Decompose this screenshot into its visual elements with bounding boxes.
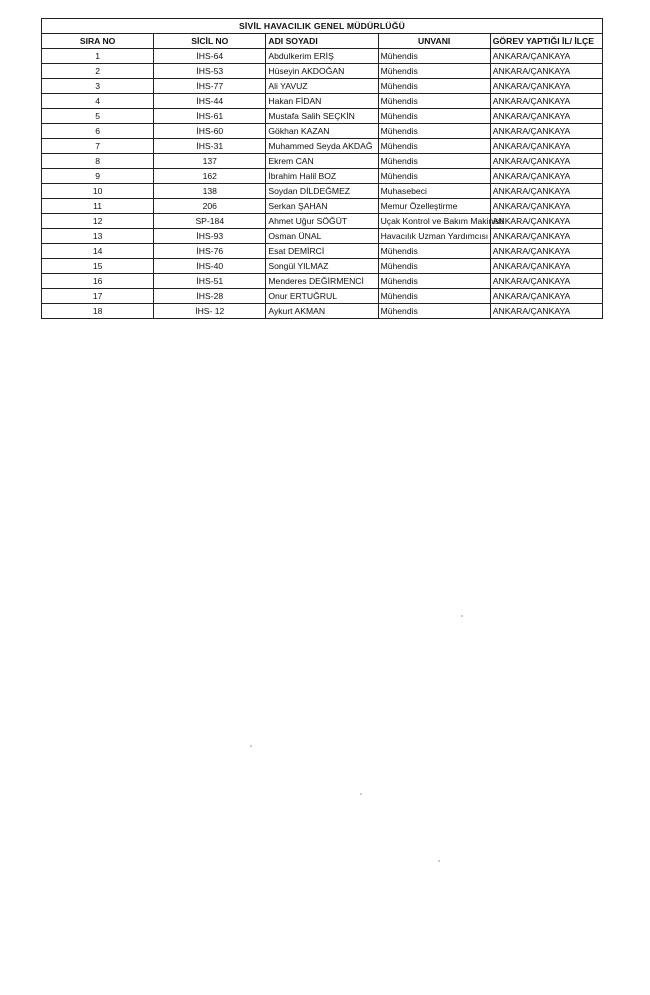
cell-sira: 15 [42, 259, 154, 274]
table-row [42, 154, 603, 169]
cell-ad-soyad: Hakan FİDAN [266, 94, 378, 109]
cell-ad-soyad: Abdulkerim ERİŞ [266, 49, 378, 64]
cell-unvan: Mühendis [378, 49, 490, 64]
cell-sicil: 162 [154, 169, 266, 184]
cell-sicil: SP-184 [154, 214, 266, 229]
cell-gorev: ANKARA/ÇANKAYA [490, 244, 602, 259]
table-row [42, 124, 603, 139]
cell-sira: 10 [42, 184, 154, 199]
header-gorev: GÖREV YAPTIĞI İL/ İLÇE [490, 34, 602, 49]
cell-ad-soyad: Songül YILMAZ [266, 259, 378, 274]
table-header-row [42, 34, 603, 49]
cell-gorev: ANKARA/ÇANKAYA [490, 259, 602, 274]
cell-sira: 16 [42, 274, 154, 289]
cell-ad-soyad: Ahmet Uğur SÖĞÜT [266, 214, 378, 229]
cell-sira: 5 [42, 109, 154, 124]
cell-sicil: İHS-77 [154, 79, 266, 94]
cell-gorev: ANKARA/ÇANKAYA [490, 49, 602, 64]
table-row [42, 214, 603, 229]
cell-ad-soyad: Esat DEMİRCİ [266, 244, 378, 259]
cell-sira: 13 [42, 229, 154, 244]
cell-sira: 7 [42, 139, 154, 154]
cell-ad-soyad: Onur ERTUĞRUL [266, 289, 378, 304]
table-row [42, 94, 603, 109]
table-row [42, 259, 603, 274]
table-row [42, 139, 603, 154]
cell-gorev: ANKARA/ÇANKAYA [490, 154, 602, 169]
cell-ad-soyad: Gökhan KAZAN [266, 124, 378, 139]
cell-unvan: Mühendis [378, 79, 490, 94]
table-row [42, 184, 603, 199]
cell-gorev: ANKARA/ÇANKAYA [490, 64, 602, 79]
table-title-row [42, 19, 603, 34]
cell-unvan: Mühendis [378, 169, 490, 184]
cell-sicil: İHS-76 [154, 244, 266, 259]
cell-sicil: İHS-93 [154, 229, 266, 244]
table-row [42, 229, 603, 244]
cell-sira: 2 [42, 64, 154, 79]
table-row [42, 274, 603, 289]
cell-sira: 3 [42, 79, 154, 94]
cell-ad-soyad: Ekrem CAN [266, 154, 378, 169]
cell-gorev: ANKARA/ÇANKAYA [490, 184, 602, 199]
cell-ad-soyad: Hüseyin AKDOĞAN [266, 64, 378, 79]
table-row [42, 289, 603, 304]
cell-unvan: Mühendis [378, 109, 490, 124]
cell-gorev: ANKARA/ÇANKAYA [490, 109, 602, 124]
cell-sicil: 137 [154, 154, 266, 169]
scan-speck [250, 745, 252, 747]
cell-unvan: Mühendis [378, 139, 490, 154]
cell-unvan: Mühendis [378, 154, 490, 169]
cell-ad-soyad: Menderes DEĞİRMENCİ [266, 274, 378, 289]
cell-sira: 11 [42, 199, 154, 214]
cell-gorev: ANKARA/ÇANKAYA [490, 124, 602, 139]
cell-ad-soyad: Soydan DİLDEĞMEZ [266, 184, 378, 199]
table-row [42, 64, 603, 79]
cell-unvan: Mühendis [378, 304, 490, 319]
cell-gorev: ANKARA/ÇANKAYA [490, 304, 602, 319]
cell-sicil: İHS- 12 [154, 304, 266, 319]
header-sicil: SİCİL NO [154, 34, 266, 49]
cell-unvan: Muhasebeci [378, 184, 490, 199]
cell-unvan: Mühendis [378, 244, 490, 259]
cell-sira: 12 [42, 214, 154, 229]
cell-sira: 14 [42, 244, 154, 259]
cell-gorev: ANKARA/ÇANKAYA [490, 214, 602, 229]
scan-speck [438, 860, 440, 862]
cell-ad-soyad: Ali YAVUZ [266, 79, 378, 94]
cell-gorev: ANKARA/ÇANKAYA [490, 289, 602, 304]
cell-gorev: ANKARA/ÇANKAYA [490, 139, 602, 154]
cell-sicil: İHS-44 [154, 94, 266, 109]
table-row [42, 49, 603, 64]
cell-unvan: Mühendis [378, 94, 490, 109]
header-sira: SIRA NO [42, 34, 154, 49]
cell-sicil: İHS-64 [154, 49, 266, 64]
cell-sicil: İHS-40 [154, 259, 266, 274]
cell-gorev: ANKARA/ÇANKAYA [490, 94, 602, 109]
cell-sicil: 138 [154, 184, 266, 199]
table-title: SİVİL HAVACILIK GENEL MÜDÜRLÜĞÜ [42, 19, 603, 34]
cell-gorev: ANKARA/ÇANKAYA [490, 169, 602, 184]
cell-sira: 8 [42, 154, 154, 169]
cell-ad-soyad: Mustafa Salih SEÇKİN [266, 109, 378, 124]
cell-gorev: ANKARA/ÇANKAYA [490, 274, 602, 289]
cell-ad-soyad: Serkan ŞAHAN [266, 199, 378, 214]
cell-sicil: İHS-60 [154, 124, 266, 139]
cell-unvan: Uçak Kontrol ve Bakım Makinisti [378, 214, 490, 229]
cell-sicil: İHS-31 [154, 139, 266, 154]
cell-sira: 17 [42, 289, 154, 304]
scan-speck [360, 793, 362, 795]
cell-ad-soyad: Osman ÜNAL [266, 229, 378, 244]
cell-ad-soyad: İbrahim Halil BOZ [266, 169, 378, 184]
cell-sicil: 206 [154, 199, 266, 214]
cell-unvan: Memur Özelleştirme [378, 199, 490, 214]
table-row [42, 199, 603, 214]
table-row [42, 244, 603, 259]
cell-unvan: Havacılık Uzman Yardımcısı [378, 229, 490, 244]
scan-speck [461, 615, 463, 617]
table-body [42, 49, 603, 319]
cell-gorev: ANKARA/ÇANKAYA [490, 79, 602, 94]
personnel-table [41, 18, 603, 319]
table-row [42, 79, 603, 94]
cell-unvan: Mühendis [378, 124, 490, 139]
cell-sicil: İHS-61 [154, 109, 266, 124]
cell-sira: 18 [42, 304, 154, 319]
table-row [42, 109, 603, 124]
table-row [42, 304, 603, 319]
cell-gorev: ANKARA/ÇANKAYA [490, 229, 602, 244]
cell-sicil: İHS-51 [154, 274, 266, 289]
cell-sira: 1 [42, 49, 154, 64]
cell-sira: 4 [42, 94, 154, 109]
cell-sicil: İHS-28 [154, 289, 266, 304]
cell-gorev: ANKARA/ÇANKAYA [490, 199, 602, 214]
cell-unvan: Mühendis [378, 259, 490, 274]
cell-unvan: Mühendis [378, 274, 490, 289]
cell-unvan: Mühendis [378, 64, 490, 79]
cell-sira: 6 [42, 124, 154, 139]
cell-sira: 9 [42, 169, 154, 184]
cell-unvan: Mühendis [378, 289, 490, 304]
cell-ad-soyad: Aykurt AKMAN [266, 304, 378, 319]
cell-ad-soyad: Muhammed Seyda AKDAĞ [266, 139, 378, 154]
header-ad-soyad: ADI SOYADI [266, 34, 378, 49]
header-unvan: UNVANI [378, 34, 490, 49]
cell-sicil: İHS-53 [154, 64, 266, 79]
table-row [42, 169, 603, 184]
